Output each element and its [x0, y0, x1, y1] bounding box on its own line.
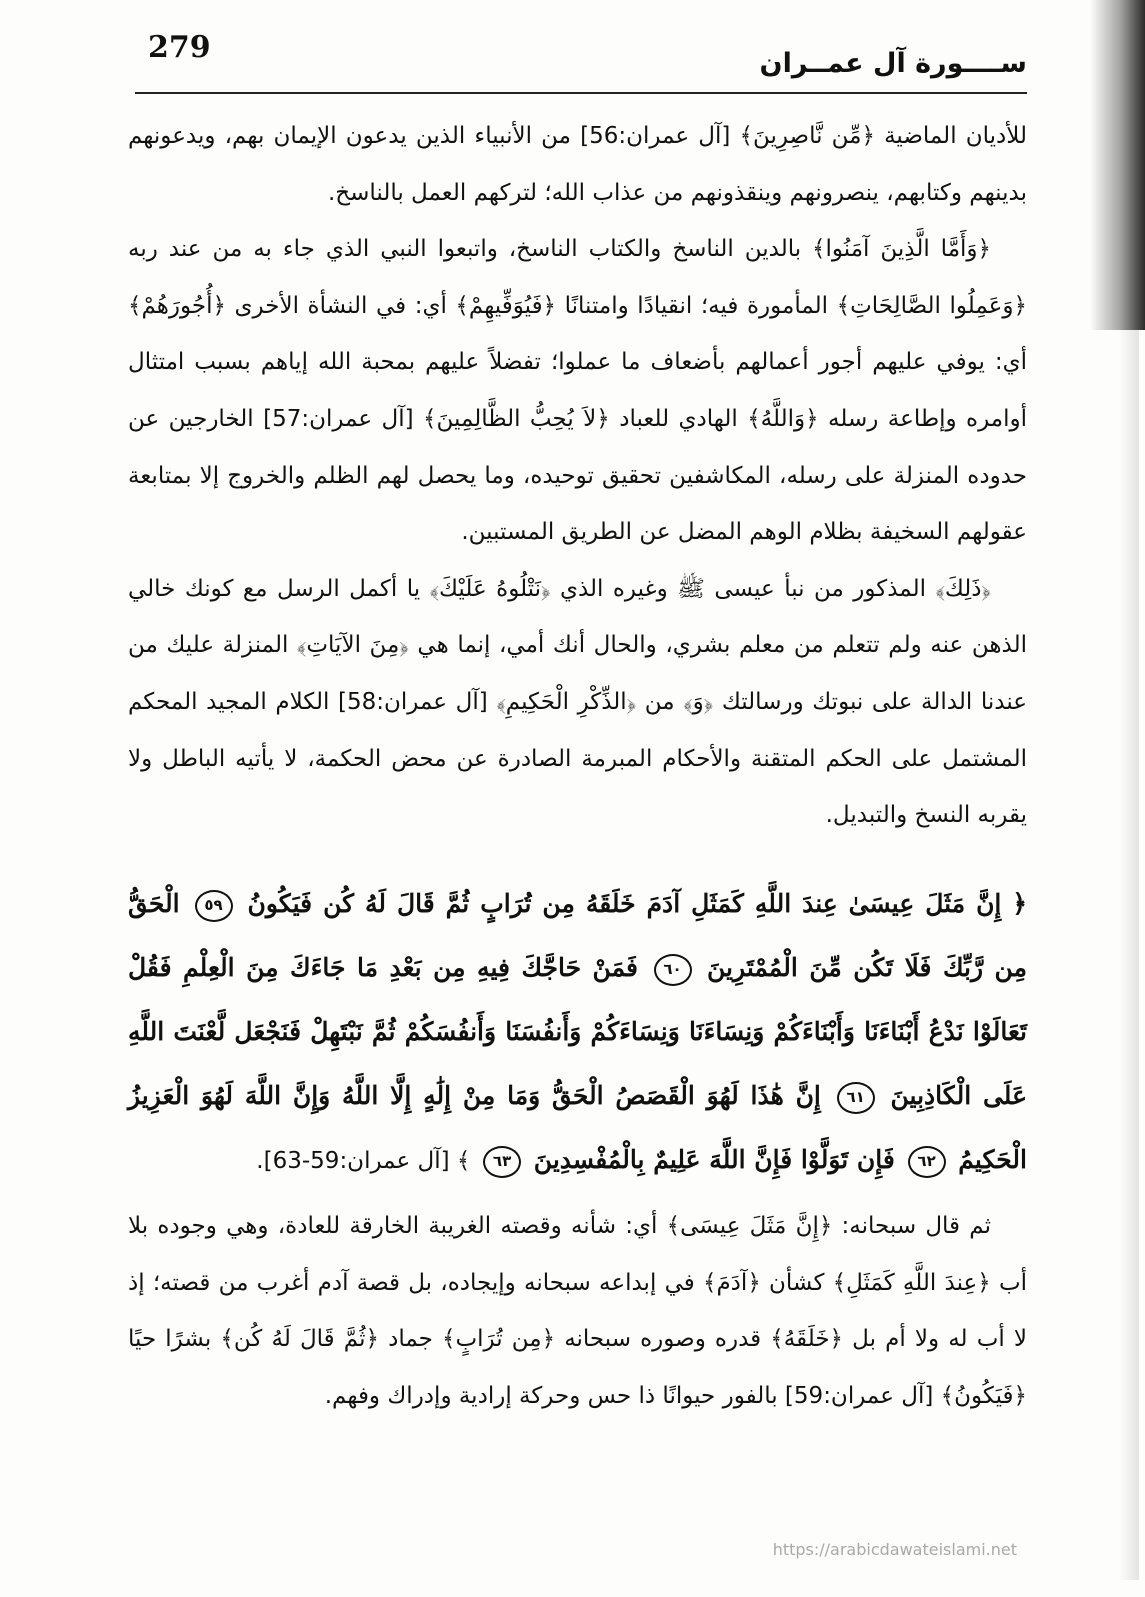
paragraph-1: للأديان الماضية ﴿مِّن نَّاصِرِينَ﴾ [آل عمران:56] من الأنبياء الذين يدعون الإيمان بهم، ويدعونهم بدينهم وكتابهم، ينصرونهم وينقذونهم من عذاب الله؛ لتركهم العمل بالناسخ.: [128, 123, 1027, 206]
verse-61: فَمَنْ حَاجَّكَ فِيهِ مِن بَعْدِ مَا جَاءَكَ مِنَ الْعِلْمِ فَقُلْ تَعَالَوْا نَدْعُ أَبْنَاءَنَا وَأَبْنَاءَكُمْ وَنِسَاءَنَا وَنِسَاءَكُمْ وَأَنفُسَنَا وَأَنفُسَكُمْ ثُمَّ نَبْتَهِلْ فَنَجْعَل لَّعْنَتَ اللَّهِ عَلَى الْكَاذِبِينَ: [128, 953, 1027, 1110]
watermark: https://arabicdawateislami.net: [772, 1540, 1017, 1559]
commentary-bottom: [128, 1198, 1027, 1424]
verse-marker-60: ٦٠: [654, 954, 692, 986]
verses-reference: ﴾ [آل عمران:59-63].: [256, 1148, 471, 1174]
commentary-top: [128, 108, 1027, 844]
paragraph-2: ﴿وَأَمَّا الَّذِينَ آمَنُوا﴾ بالدين الناسخ والكتاب الناسخ، واتبعوا النبي الذي جاء به من عند ربه ﴿وَعَمِلُوا الصَّالِحَاتِ﴾ المأمورة فيه؛ انقيادًا وامتنانًا ﴿فَيُوَفِّيهِمْ﴾ أي: في النشأة الأخرى ﴿أُجُورَهُمْ﴾ أي: يوفي عليهم أجور أعمالهم بأضعاف ما عملوا؛ تفضلاً عليهم بمحبة الله إياهم بسبب امتثال أوامره وإطاعة رسله ﴿وَاللَّهُ﴾ الهادي للعباد ﴿لاَ يُحِبُّ الظَّالِمِينَ﴾ [آل عمران:57] الخارجين عن حدوده المنزلة على رسله، المكاشفين تحقيق توحيده، وما يحصل لهم الظلم والخروج إلا بمتابعة عقولهم السخيفة بظلام الوهم المضل عن الطريق المستبين.: [128, 236, 1027, 546]
verse-62: إِنَّ هَٰذَا لَهُوَ الْقَصَصُ الْحَقُّ وَمَا مِنْ إِلَٰهٍ إِلَّا اللَّهُ وَإِنَّ اللَّهَ لَهُوَ الْعَزِيزُ الْحَكِيمُ: [128, 1081, 1027, 1174]
paragraph-3: ﴿ذَلِكَ﴾ المذكور من نبأ عيسى ﷺ وغيره الذي ﴿نَتْلُوهُ عَلَيْكَ﴾ يا أكمل الرسل مع كونك خالي الذهن عنه ولم تتعلم من معلم بشري، والحال أنك أمي، إنما هي ﴿مِنَ الآيَاتِ﴾ المنزلة عليك من عندنا الدالة على نبوتك ورسالتك ﴿وَ﴾ من ﴿الذِّكْرِ الْحَكِيمِ﴾ [آل عمران:58] الكلام المجيد المحكم المشتمل على الحكم المتقنة والأحكام المبرمة الصادرة عن محض الحكمة، لا يأتيه الباطل ولا يقربه النسخ والتبديل.: [128, 575, 1027, 829]
verses-text: [128, 872, 1027, 1193]
paragraph-4: ثم قال سبحانه: ﴿إِنَّ مَثَلَ عِيسَى﴾ أي: شأنه وقصته الغريبة الخارقة للعادة، وهي وجوده بلا أب ﴿عِندَ اللَّهِ كَمَثَلِ﴾ كشأن ﴿آدَمَ﴾ في إبداعه سبحانه وإيجاده، بل قصة آدم أغرب من قصته؛ إذ لا أب له ولا أم بل ﴿خَلَقَهُ﴾ قدره وصوره سبحانه ﴿مِن تُرَابٍ﴾ جماد ﴿ثُمَّ قَالَ لَهُ كُن﴾ بشرًا حيًا ﴿فَيَكُونُ﴾ [آل عمران:59] بالفور حيوانًا ذا حس وحركة إرادية وإدراك وفهم.: [128, 1213, 1027, 1409]
header-rule: [135, 92, 1027, 94]
page-edge-shadow: [1090, 0, 1145, 330]
page-edge-shadow-lower: [1119, 330, 1139, 1580]
verse-marker-62: ٦٢: [908, 1146, 946, 1178]
quran-verses: [128, 872, 1027, 1193]
verse-marker-59: ٥٩: [195, 890, 233, 922]
surah-title: ســــورة آل عمــران: [759, 48, 1027, 79]
verse-marker-61: ٦١: [837, 1082, 875, 1114]
page-number: 279: [148, 30, 211, 65]
verse-60: الْحَقُّ مِن رَّبِّكَ فَلَا تَكُن مِّنَ الْمُمْتَرِينَ: [128, 889, 1027, 982]
verse-59: ﴿ إِنَّ مَثَلَ عِيسَىٰ عِندَ اللَّهِ كَمَثَلِ آدَمَ خَلَقَهُ مِن تُرَابٍ ثُمَّ قَالَ لَهُ كُن فَيَكُونُ: [247, 889, 1027, 918]
verse-63: فَإِن تَوَلَّوْا فَإِنَّ اللَّهَ عَلِيمٌ بِالْمُفْسِدِينَ: [533, 1145, 895, 1174]
verse-marker-63: ٦٣: [483, 1146, 521, 1178]
